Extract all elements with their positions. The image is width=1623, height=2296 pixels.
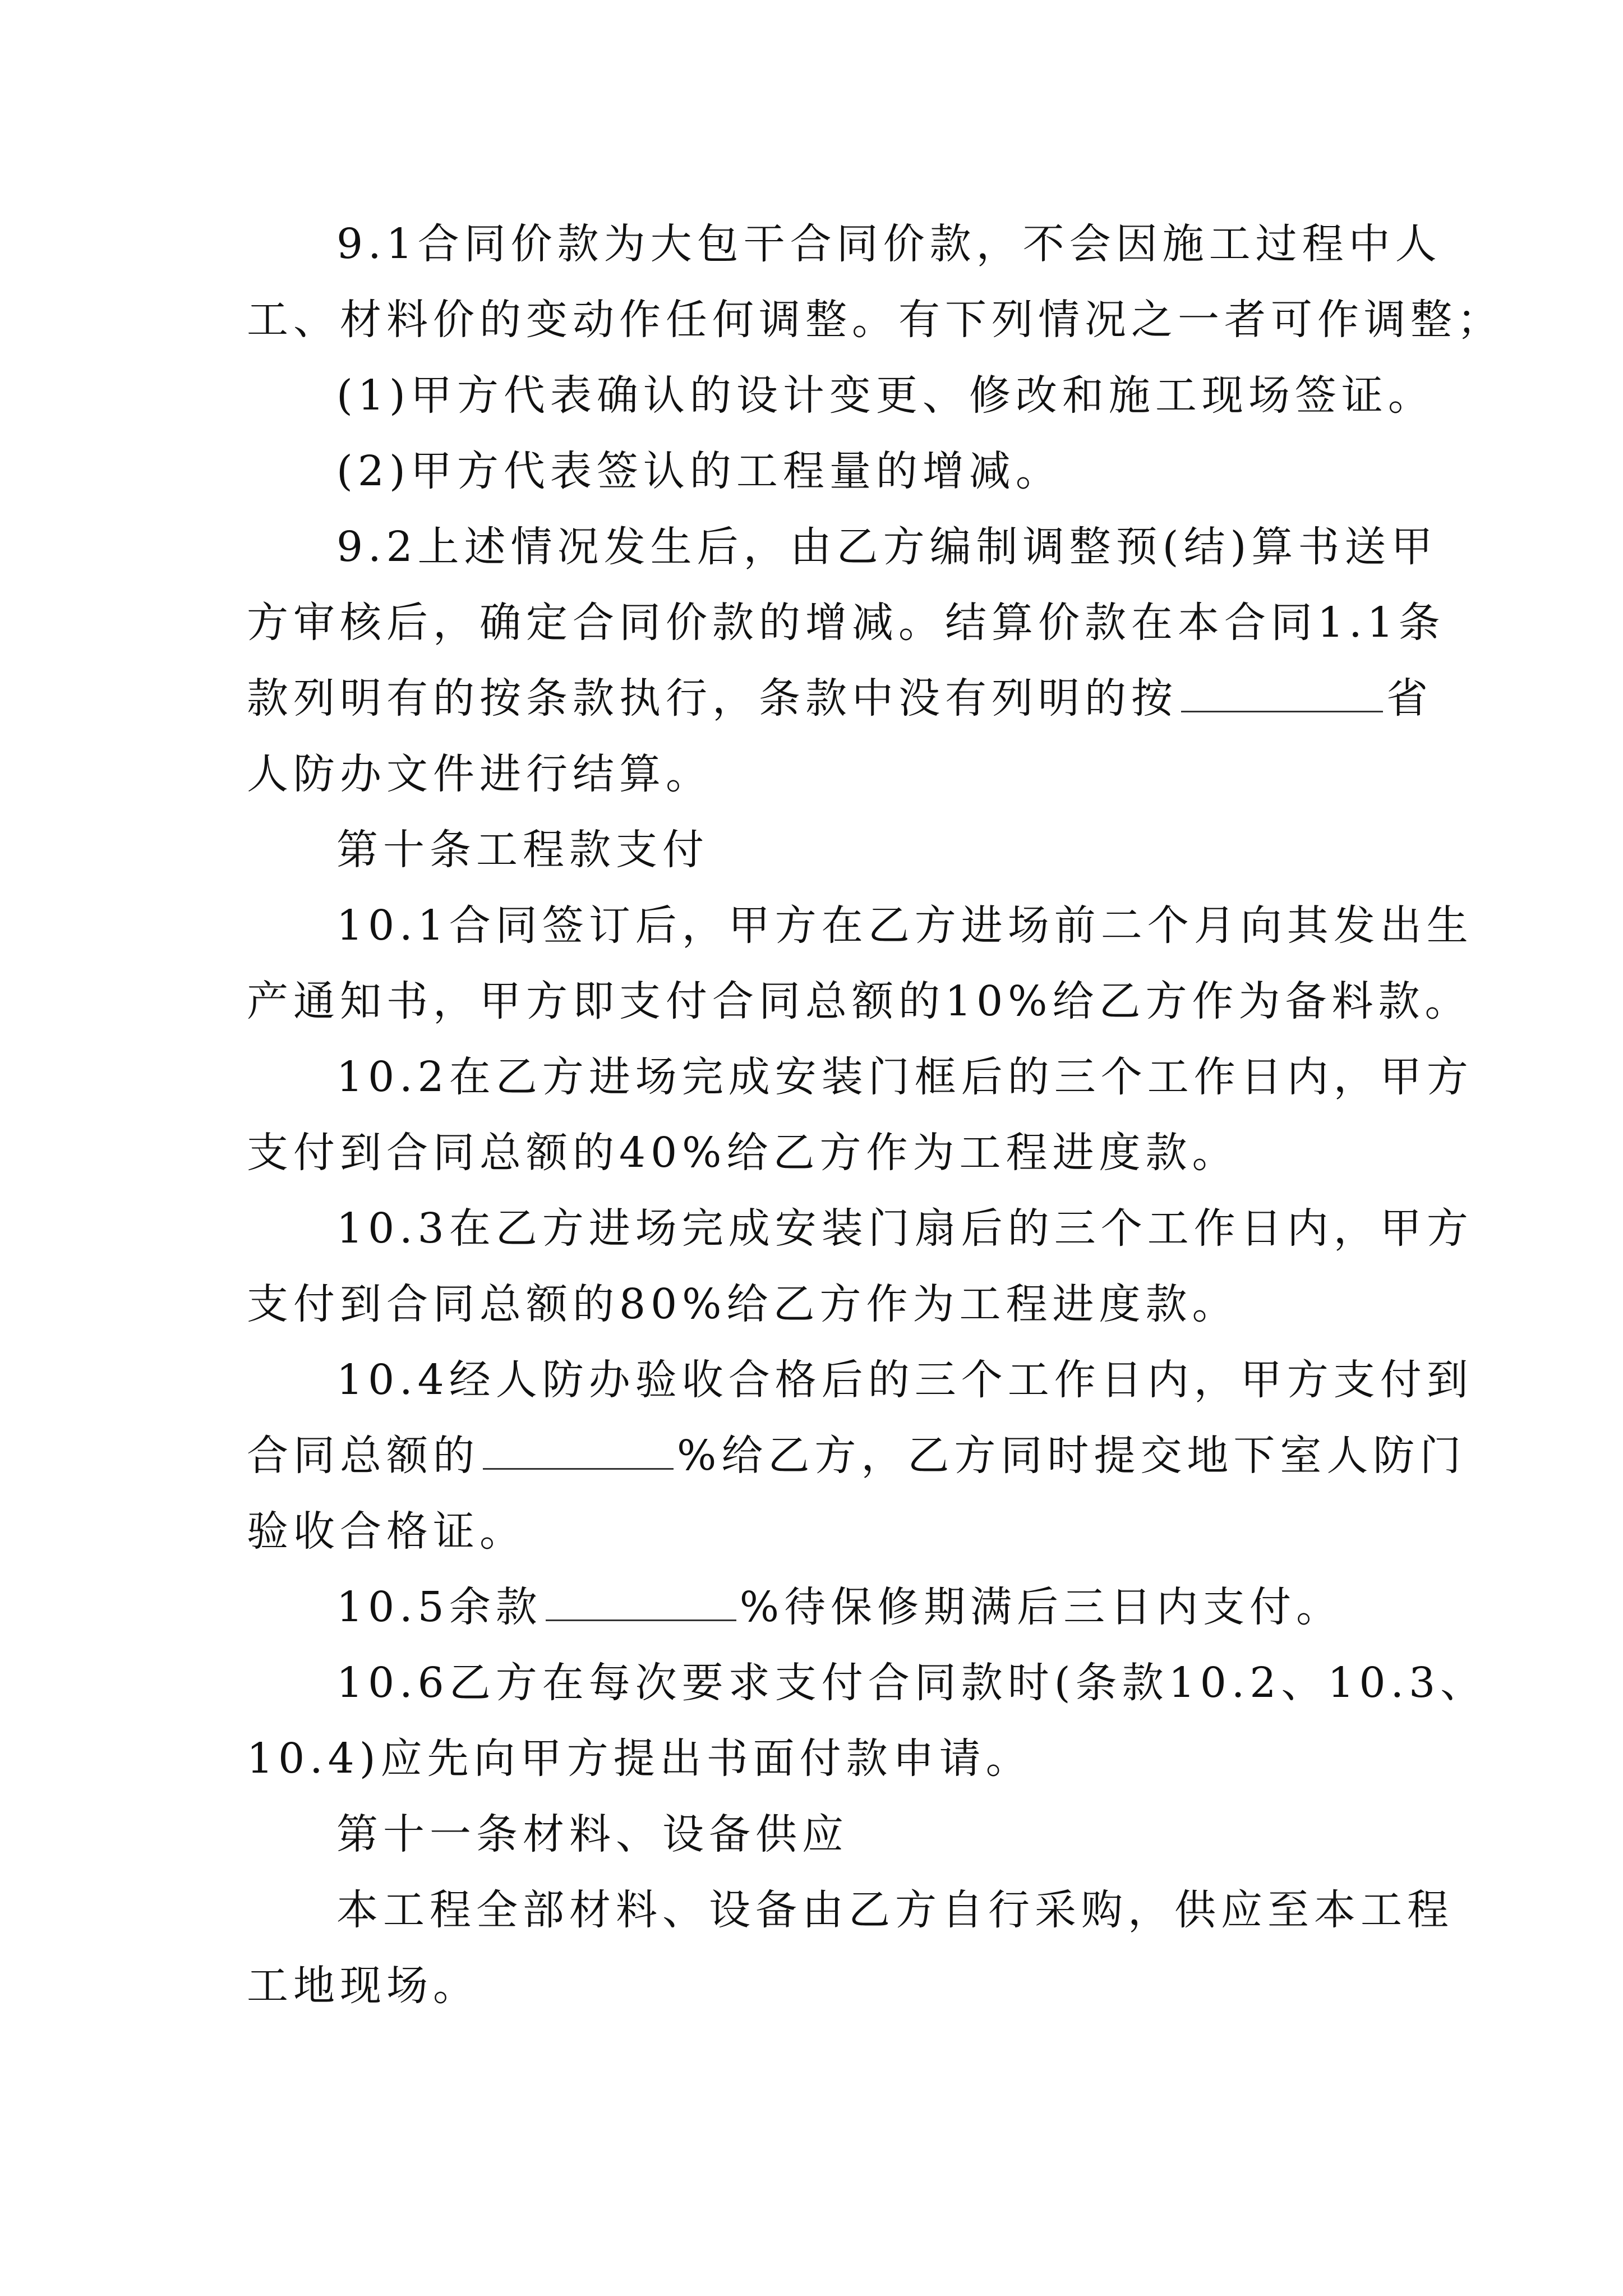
fill-in-blank-percent-retention[interactable]	[546, 1584, 736, 1621]
clause-10-5-line-1	[336, 1579, 1343, 1635]
clause-9-2-line-4: 人防办文件进行结算。	[247, 750, 712, 798]
clause-10-4-line-2-before: 合同总额的	[247, 1432, 479, 1480]
clause-10-6-line-2: 10.4)应先向甲方提出书面付款申请。	[247, 1734, 1032, 1783]
article-11-heading: 第十一条材料、设备供应	[336, 1810, 849, 1858]
clause-10-1-line-2: 产通知书，甲方即支付合同总额的10%给乙方作为备料款。	[247, 977, 1472, 1025]
fill-in-blank-province[interactable]	[1181, 675, 1383, 712]
fill-in-blank-percent-acceptance[interactable]	[483, 1432, 674, 1470]
clause-9-2-line-3-before: 款列明有的按条款执行，条款中没有列明的按	[247, 674, 1178, 723]
article-10-heading: 第十条工程款支付	[336, 826, 709, 874]
clause-9-1-line-2: 工、材料价的变动作任何调整。有下列情况之一者可作调整；	[247, 296, 1504, 344]
clause-9-2-line-1: 9.2上述情况发生后，由乙方编制调整预(结)算书送甲	[336, 523, 1438, 571]
clause-10-5-before: 10.5余款	[336, 1583, 542, 1631]
clause-9-1-item-2: (2)甲方代表签认的工程量的增减。	[336, 447, 1062, 495]
clause-9-2-line-3-after: 省	[1386, 674, 1433, 723]
clause-10-4-line-1: 10.4经人防办验收合格后的三个工作日内，甲方支付到	[336, 1356, 1473, 1404]
clause-10-3-line-1: 10.3在乙方进场完成安装门扇后的三个工作日内，甲方	[336, 1204, 1473, 1253]
article-11-body-line-1: 本工程全部材料、设备由乙方自行采购，供应至本工程	[336, 1886, 1454, 1934]
clause-10-5-after: %待保修期满后三日内支付。	[739, 1583, 1343, 1631]
clause-10-1-line-1: 10.1合同签订后，甲方在乙方进场前二个月向其发出生	[336, 901, 1473, 950]
article-11-body-line-2: 工地现场。	[247, 1962, 479, 2010]
clause-10-4-line-2	[247, 1428, 1466, 1484]
clause-9-1-item-1: (1)甲方代表确认的设计变更、修改和施工现场签证。	[336, 371, 1435, 420]
clause-10-2-line-1: 10.2在乙方进场完成安装门框后的三个工作日内，甲方	[336, 1053, 1473, 1101]
clause-10-3-line-2: 支付到合同总额的80%给乙方作为工程进度款。	[247, 1280, 1239, 1328]
clause-9-1-line-1: 9.1合同价款为大包干合同价款，不会因施工过程中人	[336, 220, 1442, 268]
clause-10-6-line-1: 10.6乙方在每次要求支付合同款时(条款10.2、10.3、	[336, 1659, 1487, 1707]
clause-10-4-line-2-after: %给乙方，乙方同时提交地下室人防门	[677, 1432, 1467, 1480]
clause-9-2-line-3	[247, 670, 1433, 726]
clause-10-2-line-2: 支付到合同总额的40%给乙方作为工程进度款。	[247, 1129, 1239, 1177]
clause-10-4-line-3: 验收合格证。	[247, 1507, 526, 1556]
clause-9-2-line-2: 方审核后，确定合同价款的增减。结算价款在本合同1.1条	[247, 599, 1445, 647]
